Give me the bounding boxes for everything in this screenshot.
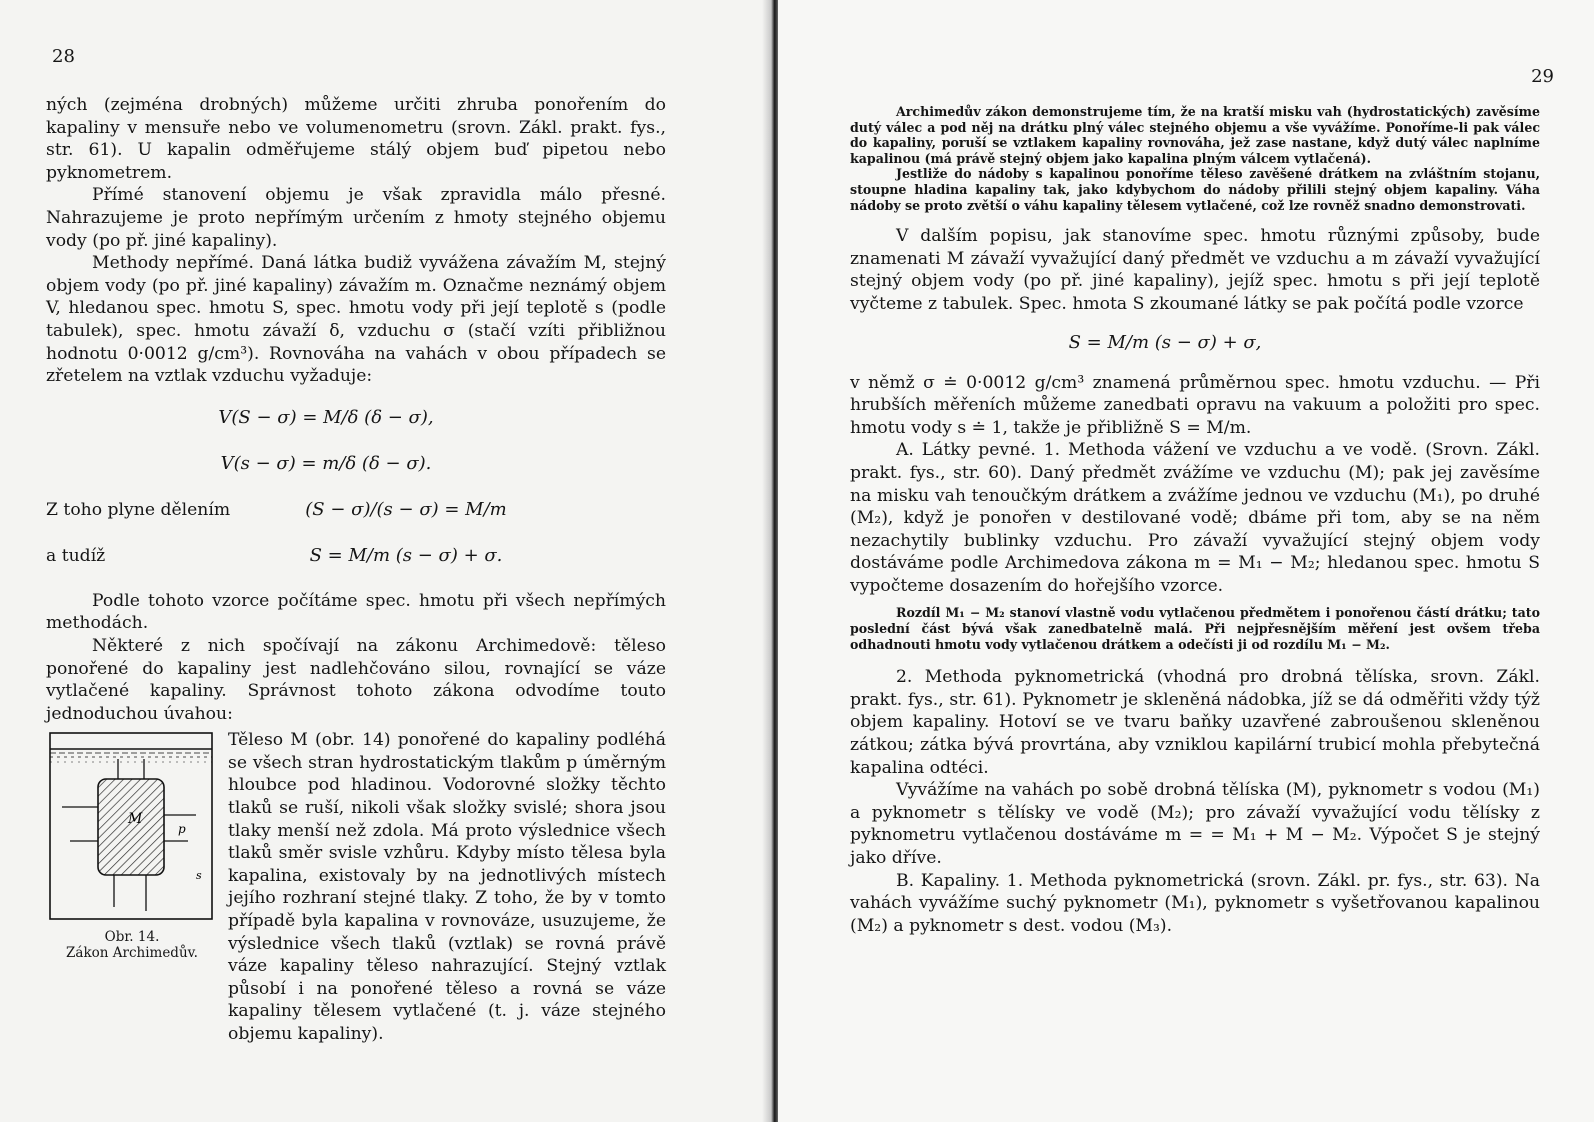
left-text-column [46, 94, 666, 1046]
page-number: 29 [1531, 66, 1554, 87]
figure-archimedes [46, 729, 218, 1045]
right-text-column [850, 104, 1540, 937]
equation: S = M/m (s − σ) + σ. [309, 545, 503, 567]
figure-side-text [218, 729, 666, 1045]
label-p: p [178, 822, 186, 837]
paragraph: Methody nepřímé. Daná látka budiž vyvážena závažím M, stejný objem vody (po př. jiné kapaliny) závažím m. Označme neznámý objem V, hledanou spec. hmotu S, spec. hmotu vody při její teplotě s (podle tabulek), spec. hmotu závaží δ, vzduchu σ (stačí vzíti přibližnou hodnotu 0·0012 g/cm³). Rovnováha na vahách v obou případech se zřetelem na vztlak vzduchu vyžaduje: [46, 253, 666, 387]
equation-row [46, 488, 666, 534]
equation: V(S − σ) = M/δ (δ − σ), [218, 407, 434, 429]
paragraph: Přímé stanovení objemu je však zpravidla málo přesné. Nahrazujeme je proto nepřímým určením z hmoty stejného objemu vody (po př. jiné kapaliny). [46, 185, 666, 251]
paragraph: ných (zejména drobných) můžeme určiti zhruba ponořením do kapaliny v mensuře nebo ve volumenometru (srovn. Zákl. prakt. fys., str. 61). U kapalin odměřujeme stálý objem buď pipetou nebo pyknometrem. [46, 95, 666, 183]
equation: (S − σ)/(s − σ) = M/m [305, 499, 507, 521]
equation: V(s − σ) = m/δ (δ − σ). [220, 453, 432, 475]
figure-title: Zákon Archimedův. [66, 945, 198, 962]
left-page [0, 0, 775, 1122]
paragraph: A. Látky pevné. 1. Methoda vážení ve vzduchu a ve vodě. (Srovn. Zákl. prakt. fys., str. 60). Daný předmět zvážíme ve vzduchu (M); pak jej zavěsíme na misku vah tenoučkým drátkem a zvážíme jednou ve vzduchu (M₁), po druhé (M₂), když je ponořen v destilované vodě; dbáme při tom, aby se na něm nezachytily bublinky vzduchu. Pro závaží vyvažující stejný objem vody dostáváme podle Archimedova zákona m = M₁ − M₂; hledanou spec. hmotu S vypočteme dosazením do hořejšího vzorce. [850, 440, 1540, 596]
paragraph: Těleso M (obr. 14) ponořené do kapaliny podléhá se všech stran hydrostatickým tlakům p úměrným hloubce pod hladinou. Vodorovné složky těchto tlaků se ruší, nikoli však složky svislé; shora jsou tlaky menší než zdola. Má proto výslednice všech tlaků směr svisle vzhůru. Kdyby místo tělesa byla kapalina, existovaly by na jednotlivých místech jejího rozhraní stejné tlaky. Z toho, že by v tomto případě byla kapalina v rovnováze, usuzujeme, že výslednice všech tlaků (vztlak) se rovná právě váze kapaliny těleso nahrazující. Stejný vztlak působí i na ponořené těleso a rovná se váze kapaliny tělesem vytlačené (t. j. váze stejného objemu kapaliny). [228, 730, 666, 1044]
paragraph: Podle tohoto vzorce počítáme spec. hmotu při všech nepřímých methodách. [46, 590, 666, 634]
paragraph: B. Kapaliny. 1. Methoda pyknometrická (srovn. Zákl. pr. fys., str. 63). Na vahách vyvážíme suchý pyknometr (M₁), pyknometr s vyšetřovanou kapalinou (M₂) a pyknometr s dest. vodou (M₃). [850, 870, 1540, 936]
paragraph: v němž σ ≐ 0·0012 g/cm³ znamená průměrnou spec. hmotu vzduchu. — Při hrubších měřeních můžeme zanedbati opravu na vakuum a položiti pro spec. hmotu vody s ≐ 1, takže je přibližně S = M/m. [850, 372, 1540, 438]
small-print-block [850, 104, 1540, 213]
right-page [778, 0, 1594, 1122]
equation-label: a tudíž [46, 546, 106, 567]
equation-label: Z toho plyne dělením [46, 500, 231, 521]
paragraph: V dalším popisu, jak stanovíme spec. hmotu různými způsoby, bude znamenati M závaží vyvažující daný předmět ve vzduchu a m závaží vyvažující stejný objem vody (po př. jiné kapaliny), jejíž spec. hmotu s při její teplotě vyčteme z tabulek. Spec. hmota S zkoumané látky se pak počítá podle vzorce [850, 226, 1540, 314]
page-number: 28 [52, 46, 75, 67]
equation-row [46, 534, 666, 580]
figure-number: Obr. 14. [104, 929, 160, 946]
paragraph: 2. Methoda pyknometrická (vhodná pro drobná tělíska, srovn. Zákl. prakt. fys., str. 61). Pyknometr je skleněná nádobka, jíž se dá odměřiti vždy týž objem kapaliny. Hotoví se ve tvaru baňky uzavřené zabroušenou skleněnou zátkou; zátka bývá provrtána, aby vzniklou kapilární trubicí mohla přebytečná kapalina odtéci. [850, 667, 1540, 778]
paragraph: Některé z nich spočívají na zákonu Archimedově: těleso ponořené do kapaliny jest nadlehčováno silou, rovnající se váze vytlačené kapaliny. Správnost tohoto zákona odvodíme touto jednoduchou úvahou: [46, 635, 666, 724]
small-paragraph: Jestliže do nádoby s kapalinou ponoříme těleso zavěšené drátkem na zvláštním stojanu, stoupne hladina kapaliny tak, jako kdybychom do nádoby přilili stejný objem kapaliny. Váha nádoby se proto zvětší o váhu kapaliny tělesem vytlačené, což lze rovněž snadno demonstrovati. [850, 166, 1540, 213]
paragraph: Vyvážíme na vahách po sobě drobná tělíska (M), pyknometr s vodou (M₁) a pyknometr s tělísky ve vodě (M₂); pro závaží vyvažující vodu tělísky z pyknometru vytlačenou dostáváme m = = M₁ + M − M₂. Výpočet S je stejný jako dříve. [850, 780, 1540, 868]
figure-caption [46, 929, 218, 961]
archimedes-diagram [46, 729, 218, 925]
small-paragraph: Rozdíl M₁ − M₂ stanoví vlastně vodu vytlačenou předmětem i ponořenou částí drátku; tato poslední část bývá však zanedbatelně malá. Při nejpřesnějším měření jest ovšem třeba odhadnouti hmotu vody vytlačenou drátkem a odečísti ji od rozdílu M₁ − M₂. [850, 605, 1540, 652]
figure-row [46, 729, 666, 1045]
label-s: s [196, 869, 202, 883]
equation: S = M/m (s − σ) + σ, [1068, 332, 1262, 354]
small-paragraph: Archimedův zákon demonstrujeme tím, že na kratší misku vah (hydrostatických) zavěsíme dutý válec a pod něj na drátku plný válec stejného objemu a vše vyvážíme. Ponoříme-li pak válec do kapaliny, poruší se vztlakem kapaliny rovnováha, jež zase nastane, když dutý válec naplníme kapalinou (má právě stejný objem jako kapalina plným válcem vytlačená). [850, 104, 1540, 166]
small-print-block [850, 605, 1540, 652]
label-M: M [128, 811, 143, 828]
